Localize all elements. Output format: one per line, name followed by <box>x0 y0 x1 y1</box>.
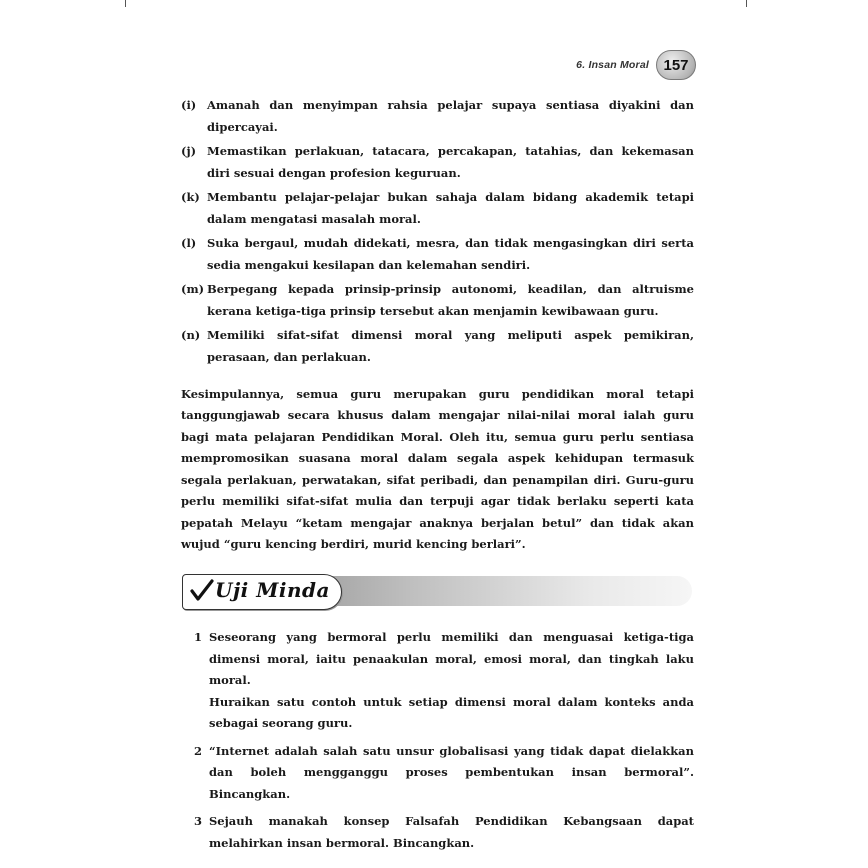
page-number: 157 <box>663 56 689 74</box>
characteristics-list <box>181 95 694 371</box>
page-header <box>576 50 696 80</box>
list-item <box>181 233 694 276</box>
list-item-text: Memiliki sifat-sifat dimensi moral yang meliputi aspek pemikiran, perasaan, dan perlakuan. <box>207 328 694 364</box>
banner-tab <box>182 574 342 610</box>
list-item <box>181 279 694 322</box>
question-line: “Internet adalah salah satu unsur globalisasi yang tidak dapat dielakkan dan boleh mengganggu proses pembentukan insan bermoral”. Bincangkan. <box>209 743 694 801</box>
question-item <box>194 811 694 854</box>
list-item-text: Berpegang kepada prinsip-prinsip autonomi, keadilan, dan altruisme kerana ketiga-tiga prinsip tersebut akan menjamin kewibawaan guru. <box>207 282 694 318</box>
question-item <box>194 741 694 806</box>
list-item-label: (j) <box>181 144 197 158</box>
list-item-text: Membantu pelajar-pelajar bukan sahaja dalam bidang akademik tetapi dalam mengatasi masalah moral. <box>207 190 694 226</box>
checkmark-icon <box>189 578 215 604</box>
page-number-badge <box>656 50 696 80</box>
left-edge-mark <box>125 0 126 7</box>
question-number: 2 <box>194 743 203 758</box>
question-item <box>194 627 694 735</box>
uji-minda-banner <box>182 576 692 606</box>
question-line: Huraikan satu contoh untuk setiap dimensi moral dalam konteks anda sebagai seorang guru. <box>209 694 694 730</box>
list-item-label: (n) <box>181 328 201 342</box>
conclusion-paragraph: Kesimpulannya, semua guru merupakan guru pendidikan moral tetapi tanggungjawab secara khusus dalam mengajar nilai-nilai moral ialah guru bagi mata pelajaran Pendidikan Moral. Oleh itu, semua guru perlu sentiasa mempromosikan suasana moral dalam segala aspek kehidupan termasuk segala perlakuan, perwatakan, sifat peribadi, dan penampilan diri. Guru-guru perlu memiliki sifat-sifat mulia dan terpuji agar tidak berlaku seperti kata pepatah Melayu “ketam mengajar anaknya berjalan betul” dan tidak akan wujud “guru kencing berdiri, murid kencing berlari”. <box>181 386 694 551</box>
list-item <box>181 325 694 368</box>
question-number: 3 <box>194 814 203 828</box>
right-edge-mark <box>746 0 747 7</box>
list-item-text: Amanah dan menyimpan rahsia pelajar supaya sentiasa diyakini dan dipercayai. <box>207 98 694 134</box>
running-title: 6. Insan Moral <box>576 59 649 71</box>
list-item-text: Memastikan perlakuan, tatacara, percakapan, tatahias, dan kekemasan diri sesuai dengan profesion keguruan. <box>207 144 694 180</box>
list-item-label: (i) <box>181 98 197 112</box>
list-item <box>181 95 694 138</box>
question-text <box>209 811 694 854</box>
list-item <box>181 187 694 230</box>
question-line: Sejauh manakah konsep Falsafah Pendidikan Kebangsaan dapat melahirkan insan bermoral. Bincangkan. <box>209 814 694 850</box>
list-item-label: (l) <box>181 236 197 250</box>
question-line: Seseorang yang bermoral perlu memiliki dan menguasai ketiga-tiga dimensi moral, iaitu penaakulan moral, emosi moral, dan tingkah laku moral. <box>209 630 694 687</box>
list-item-text: Suka bergaul, mudah didekati, mesra, dan tidak mengasingkan diri serta sedia mengakui kesilapan dan kelemahan sendiri. <box>207 236 694 272</box>
question-text <box>209 627 694 735</box>
list-item-label: (m) <box>181 282 205 296</box>
question-text <box>209 741 694 806</box>
exercise-questions <box>194 627 694 860</box>
list-item-label: (k) <box>181 190 200 204</box>
list-item <box>181 141 694 184</box>
question-number: 1 <box>194 630 203 644</box>
banner-title: Uji Minda <box>215 578 330 602</box>
